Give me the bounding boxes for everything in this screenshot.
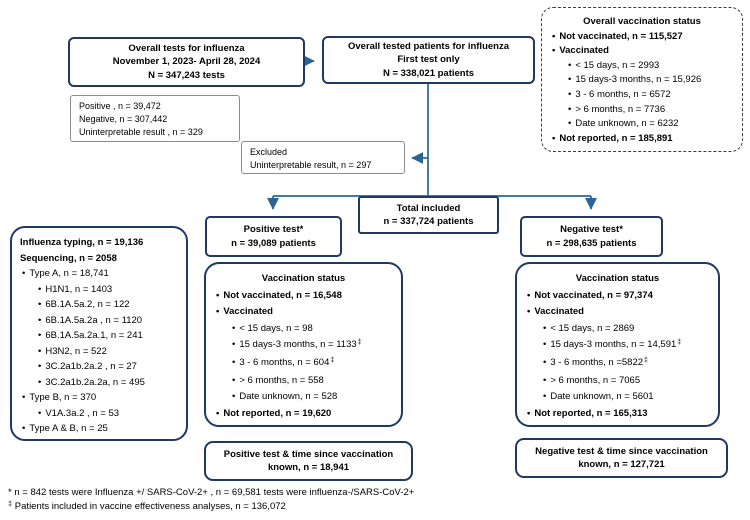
tested-patients-line3: N = 338,021 patients xyxy=(382,67,475,79)
overall-vaccination-list xyxy=(550,30,734,147)
bullet-icon: • xyxy=(38,314,42,326)
list-item: • Vaccinated xyxy=(527,304,710,321)
list-item: • Not reported, n = 165,313 xyxy=(527,406,710,423)
list-item: • V1A.3a.2 , n = 53 xyxy=(38,406,178,422)
list-item: • < 15 days, n = 98 xyxy=(232,321,393,338)
influenza-typing-list xyxy=(20,266,178,437)
bullet-icon: • xyxy=(232,374,236,386)
bullet-icon: • xyxy=(232,356,236,368)
list-item: • 6B.1A.5a.2a , n = 1120 xyxy=(38,313,178,329)
overall-tests-line1: Overall tests for influenza xyxy=(128,43,245,55)
results-uninterpretable: Uninterpretable result , n = 329 xyxy=(79,127,203,138)
bullet-icon: • xyxy=(543,322,547,334)
list-item: • Not reported, n = 19,620 xyxy=(216,406,393,423)
bullet-icon: • xyxy=(216,407,220,419)
overall-tests-line3: N = 347,243 tests xyxy=(148,69,225,81)
bullet-icon: • xyxy=(216,306,220,318)
bullet-icon: • xyxy=(22,423,26,434)
footnote-dagger-marker: ‡ xyxy=(8,498,13,508)
list-item: • Type A & B, n = 25 xyxy=(22,421,178,437)
overall-tests-box xyxy=(68,37,305,87)
bullet-icon: • xyxy=(543,339,547,351)
tested-patients-line2: First test only xyxy=(397,54,460,66)
total-included-line1: Total included xyxy=(396,202,461,214)
list-item: • H1N1, n = 1403 xyxy=(38,282,178,298)
bullet-icon: • xyxy=(543,391,547,403)
list-item: • Vaccinated xyxy=(216,304,393,321)
list-item: • 3C.2a1b.2a.2a, n = 495 xyxy=(38,375,178,391)
overall-vaccination-box xyxy=(541,7,743,152)
list-item: • Type A, n = 18,741 xyxy=(22,266,178,282)
bullet-icon: • xyxy=(527,289,531,301)
vaccination-status-positive-box xyxy=(204,262,403,427)
results-summary-box xyxy=(70,95,240,142)
overall-tests-line2: November 1, 2023- April 28, 2024 xyxy=(112,56,261,68)
negative-time-line1: Negative test & time since vaccination xyxy=(535,445,708,457)
bullet-icon: • xyxy=(216,289,220,301)
vaccination-status-negative-box xyxy=(515,262,720,427)
list-item: • 3 - 6 months, n = 6572 xyxy=(568,88,734,103)
bullet-icon: • xyxy=(38,283,42,295)
list-item: • 15 days-3 months, n = 14,591 ‡ xyxy=(543,337,710,355)
vaccination-positive-title: Vaccination status xyxy=(261,273,346,284)
bullet-icon: • xyxy=(232,391,236,403)
tested-patients-line1: Overall tested patients for influenza xyxy=(347,41,509,53)
bullet-icon: • xyxy=(38,330,42,341)
positive-time-line2: known, n = 18,941 xyxy=(267,462,350,473)
list-item: • > 6 months, n = 7736 xyxy=(568,103,734,118)
overall-vaccination-title: Overall vaccination status xyxy=(583,16,701,27)
negative-test-line1: Negative test* xyxy=(560,224,623,236)
bullet-icon: • xyxy=(568,74,572,86)
bullet-icon: • xyxy=(568,88,572,100)
list-item: • > 6 months, n = 7065 xyxy=(543,373,710,390)
negative-test-line2: n = 298,635 patients xyxy=(546,237,637,249)
list-item: • 6B.1A.5a.2a.1, n = 241 xyxy=(38,328,178,344)
total-included-line2: n = 337,724 patients xyxy=(383,216,474,227)
list-item: • Date unknown, n = 6232 xyxy=(568,117,734,132)
positive-time-known-box xyxy=(204,441,413,481)
results-negative: Negative, n = 307,442 xyxy=(79,114,168,125)
footnote-asterisk-marker: * xyxy=(8,487,12,498)
negative-time-known-box xyxy=(515,438,728,478)
list-item: • Not vaccinated, n = 16,548 xyxy=(216,288,393,305)
list-item: • 6B.1A.5a.2, n = 122 xyxy=(38,297,178,313)
bullet-icon: • xyxy=(543,356,547,368)
excluded-box xyxy=(241,141,405,174)
list-item: • < 15 days, n = 2869 xyxy=(543,321,710,338)
vaccination-positive-list xyxy=(214,288,393,423)
footnote-dagger-text: Patients included in vaccine effectiveness analyses, n = 136,072 xyxy=(12,500,286,512)
list-item: • 15 days-3 months, n = 15,926 xyxy=(568,73,734,88)
bullet-icon: • xyxy=(552,30,556,42)
bullet-icon: • xyxy=(568,59,572,71)
list-item: • 3C.2a1b.2a.2 , n = 27 xyxy=(38,359,178,375)
list-item: • Not reported, n = 185,891 xyxy=(552,132,734,147)
positive-time-line1: Positive test & time since vaccination xyxy=(223,448,394,460)
bullet-icon: • xyxy=(38,361,42,372)
bullet-icon: • xyxy=(38,345,42,357)
list-item: • H3N2, n = 522 xyxy=(38,344,178,360)
bullet-icon: • xyxy=(22,268,26,279)
list-item: • Not vaccinated, n = 115,527 xyxy=(552,30,734,45)
positive-test-line1: Positive test* xyxy=(243,224,304,236)
bullet-icon: • xyxy=(552,132,556,144)
bullet-icon: • xyxy=(22,392,26,403)
positive-test-line2: n = 39,089 patients xyxy=(231,237,316,249)
vaccination-negative-list xyxy=(525,288,710,423)
bullet-icon: • xyxy=(543,374,547,386)
influenza-typing-title1: Influenza typing, n = 19,136 xyxy=(20,237,144,248)
list-item: • > 6 months, n = 558 xyxy=(232,373,393,390)
bullet-icon: • xyxy=(232,339,236,351)
vaccination-negative-title: Vaccination status xyxy=(575,273,660,284)
excluded-line2: Uninterpretable result, n = 297 xyxy=(250,160,372,171)
results-positive: Positive , n = 39,472 xyxy=(79,101,161,111)
excluded-line1: Excluded xyxy=(250,147,288,157)
footnotes xyxy=(8,486,414,514)
bullet-icon: • xyxy=(568,103,572,115)
bullet-icon: • xyxy=(527,407,531,419)
list-item: • Date unknown, n = 5601 xyxy=(543,389,710,406)
list-item: • 15 days-3 months, n = 1133 ‡ xyxy=(232,337,393,355)
total-included-box xyxy=(358,196,499,234)
tested-patients-box xyxy=(322,36,535,84)
list-item: • Date unknown, n = 528 xyxy=(232,389,393,406)
negative-time-line2: known, n = 127,721 xyxy=(578,459,665,470)
footnote-dagger xyxy=(8,500,414,514)
bullet-icon: • xyxy=(232,322,236,334)
list-item: • 3 - 6 months, n = 604 ‡ xyxy=(232,355,393,373)
bullet-icon: • xyxy=(38,407,42,419)
list-item: • Vaccinated xyxy=(552,44,734,59)
bullet-icon: • xyxy=(552,45,556,57)
list-item: • < 15 days, n = 2993 xyxy=(568,59,734,74)
footnote-asterisk xyxy=(8,486,414,500)
list-item: • 3 - 6 months, n =5822 ‡ xyxy=(543,355,710,373)
list-item: • Type B, n = 370 xyxy=(22,390,178,406)
influenza-typing-title2: Sequencing, n = 2058 xyxy=(20,252,117,264)
negative-test-box xyxy=(520,216,663,257)
bullet-icon: • xyxy=(568,118,572,130)
positive-test-box xyxy=(205,216,342,257)
bullet-icon: • xyxy=(38,376,42,388)
bullet-icon: • xyxy=(527,306,531,318)
influenza-typing-box xyxy=(10,226,188,441)
footnote-asterisk-text: n = 842 tests were Influenza +/ SARS-CoV-2+ , n = 69,581 tests were influenza-/SARS-CoV-2+ xyxy=(11,487,415,498)
bullet-icon: • xyxy=(38,299,42,310)
list-item: • Not vaccinated, n = 97,374 xyxy=(527,288,710,305)
